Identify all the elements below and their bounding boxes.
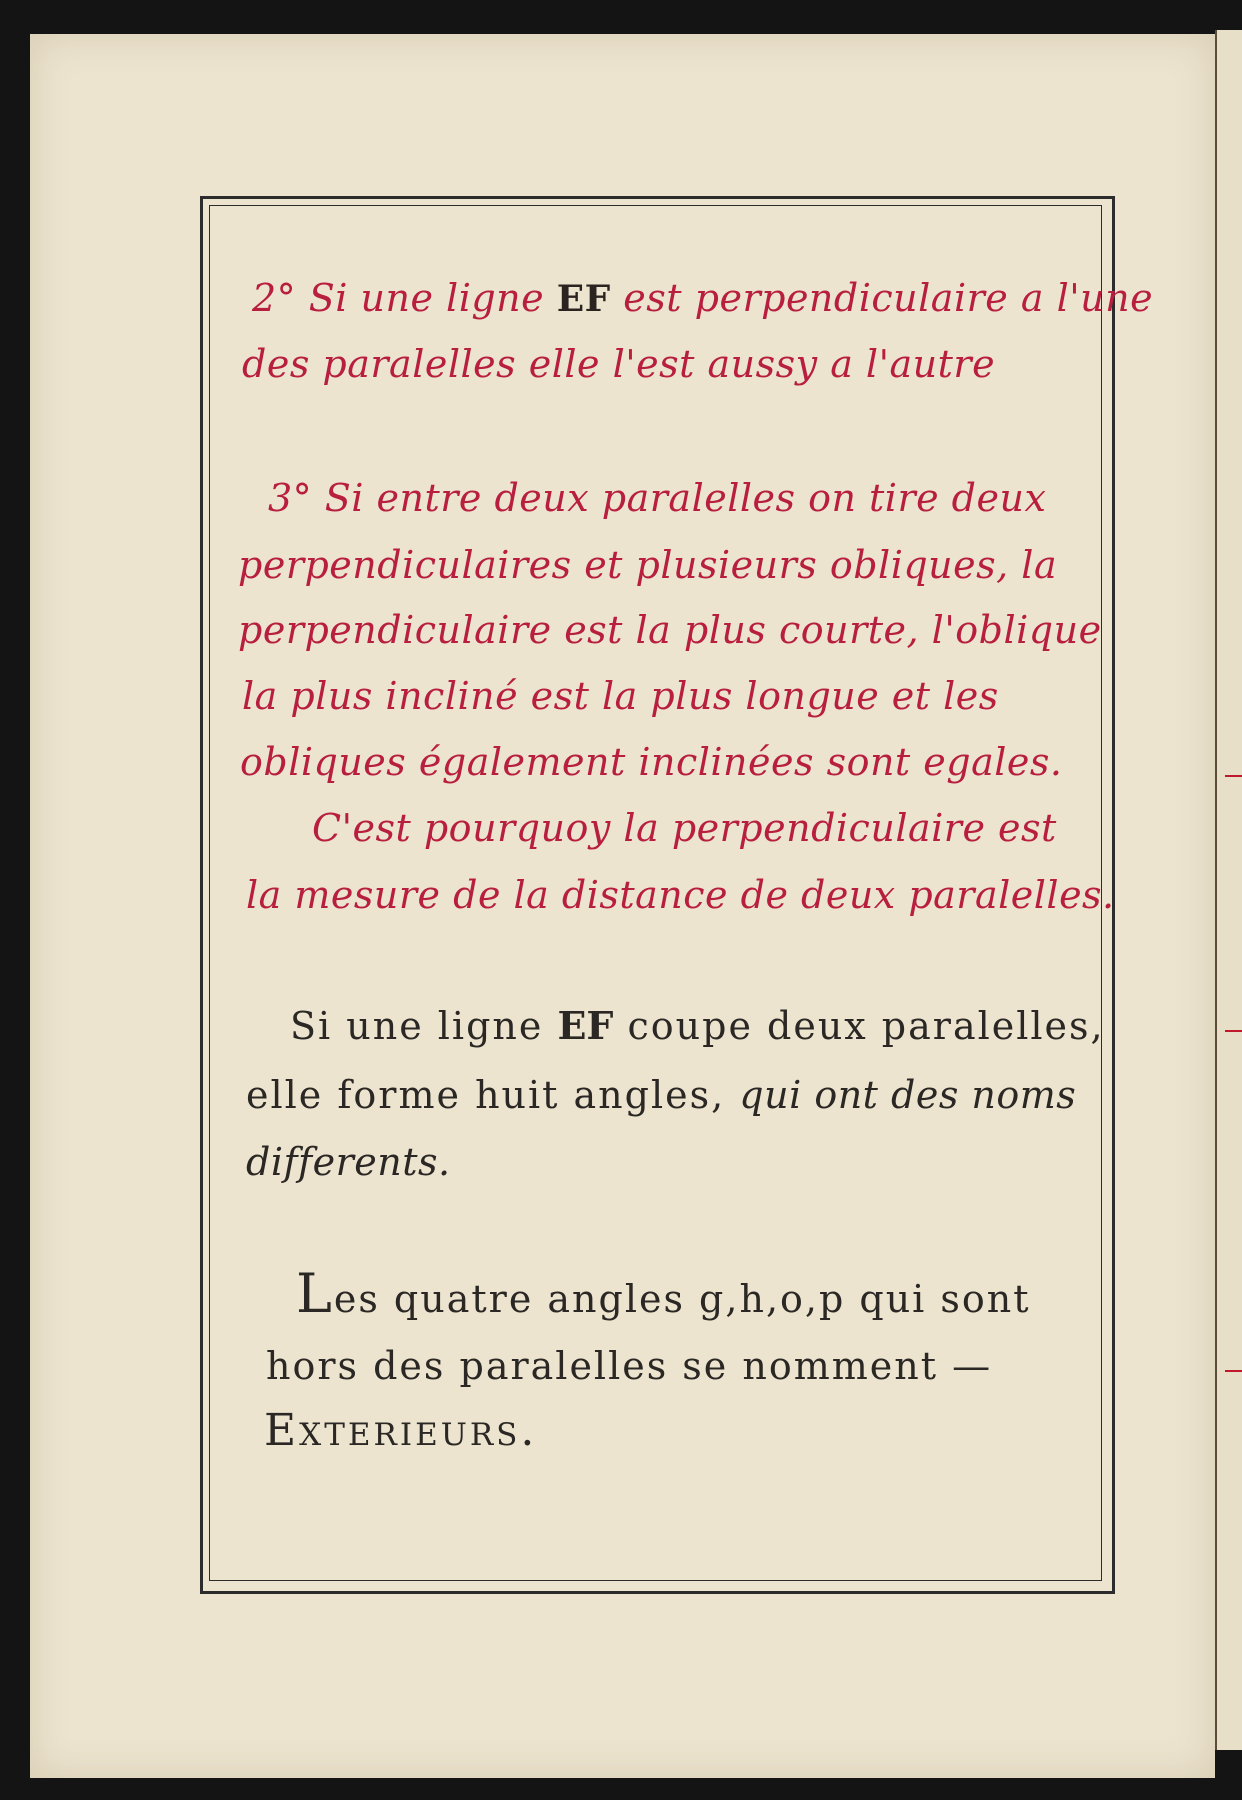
red-rule-mark	[1225, 775, 1242, 777]
para-coupe-line-1	[290, 1003, 1105, 1048]
para-coupe-line-1-text-a: Si une ligne	[290, 1004, 558, 1048]
section-3-line-5: obliques également inclinées sont egales.	[240, 740, 1063, 784]
section-3-line-4: la plus incliné est la plus longue et les	[242, 674, 999, 718]
red-rule-mark	[1225, 1030, 1242, 1032]
para-coupe-line-1-text-b: coupe deux paralelles,	[613, 1004, 1105, 1048]
para-coupe-line-2-text-b: qui ont des noms	[739, 1073, 1077, 1117]
para-coupe-line-3-text: differents.	[246, 1140, 451, 1184]
section-3-line-3: perpendiculaire est la plus courte, l'oblique	[238, 608, 1102, 652]
section-3-line-7: la mesure de la distance de deux paralelles.	[246, 873, 1115, 917]
term-exterieurs: Exterieurs.	[264, 1405, 538, 1456]
para-coupe-line-3	[246, 1140, 451, 1184]
next-page-edge	[1215, 30, 1242, 1750]
para-coupe-line-2-text-a: elle forme huit angles,	[246, 1073, 740, 1117]
section-3-line-2: perpendiculaires et plusieurs obliques, la	[238, 543, 1058, 587]
para-exterieurs-line-3	[264, 1405, 537, 1456]
segment-ef-label: EF	[557, 1003, 614, 1048]
section-2-line-1-text-b: est perpendiculaire a l'une	[610, 276, 1154, 320]
segment-ef-label: EF	[556, 278, 611, 320]
para-exterieurs-line-1	[296, 1262, 1031, 1325]
drop-capital: L	[296, 1262, 334, 1325]
section-2-line-1-text-a: 2° Si une ligne	[252, 276, 557, 320]
section-3-line-1: 3° Si entre deux paralelles on tire deux	[268, 476, 1047, 520]
red-rule-mark	[1225, 1370, 1242, 1372]
section-2-line-2: des paralelles elle l'est aussy a l'autre	[242, 342, 996, 386]
section-2-line-1	[252, 276, 1153, 320]
para-exterieurs-line-1-text: es quatre angles g,h,o,p qui sont	[333, 1277, 1031, 1321]
para-exterieurs-line-2: hors des paralelles se nomment —	[266, 1344, 993, 1388]
section-3-line-6: C'est pourquoy la perpendiculaire est	[312, 806, 1057, 850]
para-coupe-line-2	[246, 1073, 1076, 1117]
